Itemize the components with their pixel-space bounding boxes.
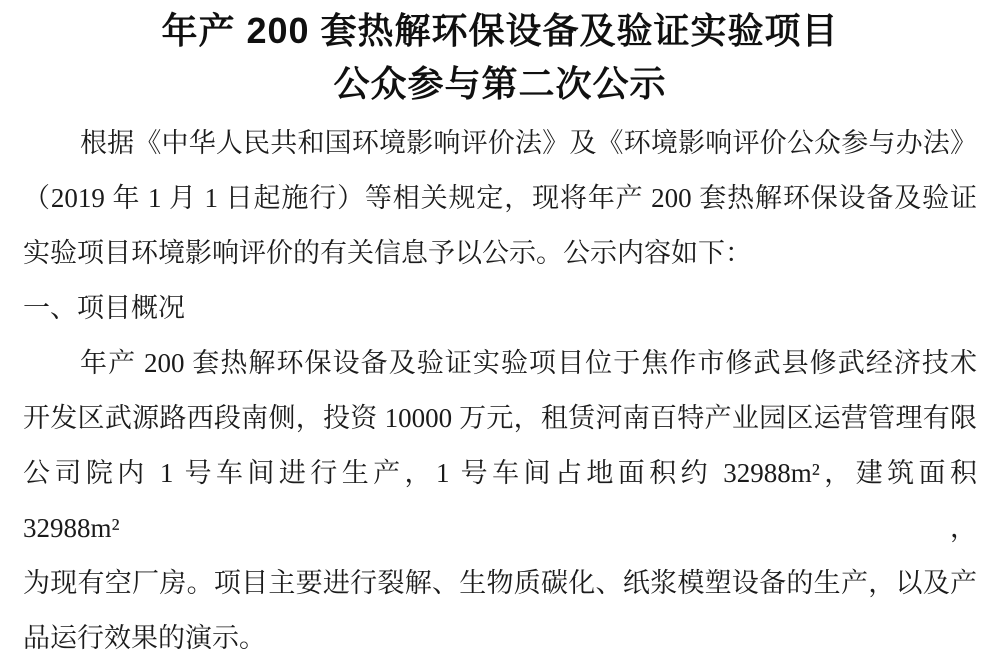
section-1-heading: 一、项目概况 bbox=[23, 293, 185, 323]
project-overview-paragraph bbox=[23, 336, 977, 666]
overview-line-4: 为现有空厂房。项目主要进行裂解、生物质碳化、纸浆模塑设备的生产，以及产 bbox=[23, 568, 977, 598]
document-body bbox=[23, 116, 977, 666]
intro-line-3: 实验项目环境影响评价的有关信息予以公示。公示内容如下： bbox=[23, 238, 752, 268]
overview-line-2: 开发区武源路西段南侧，投资 10000 万元，租赁河南百特产业园区运营管理有限 bbox=[23, 403, 977, 433]
overview-line-5: 品运行效果的演示。 bbox=[23, 623, 266, 653]
title-line-2: 公众参与第二次公示 bbox=[333, 63, 667, 104]
intro-line-1: 根据《中华人民共和国环境影响评价法》及《环境影响评价公众参与办法》 bbox=[80, 128, 977, 158]
title-line-1: 年产 200 套热解环保设备及验证实验项目 bbox=[161, 10, 839, 51]
overview-line-1: 年产 200 套热解环保设备及验证实验项目位于焦作市修武县修武经济技术 bbox=[80, 348, 977, 378]
intro-paragraph bbox=[23, 116, 977, 281]
document-title bbox=[23, 4, 977, 110]
intro-line-2: （2019 年 1 月 1 日起施行）等相关规定，现将年产 200 套热解环保设备及验证 bbox=[23, 183, 977, 213]
overview-line-3: 公司院内 1 号车间进行生产，1 号车间占地面积约 32988m²，建筑面积 32988m²， bbox=[23, 458, 977, 543]
